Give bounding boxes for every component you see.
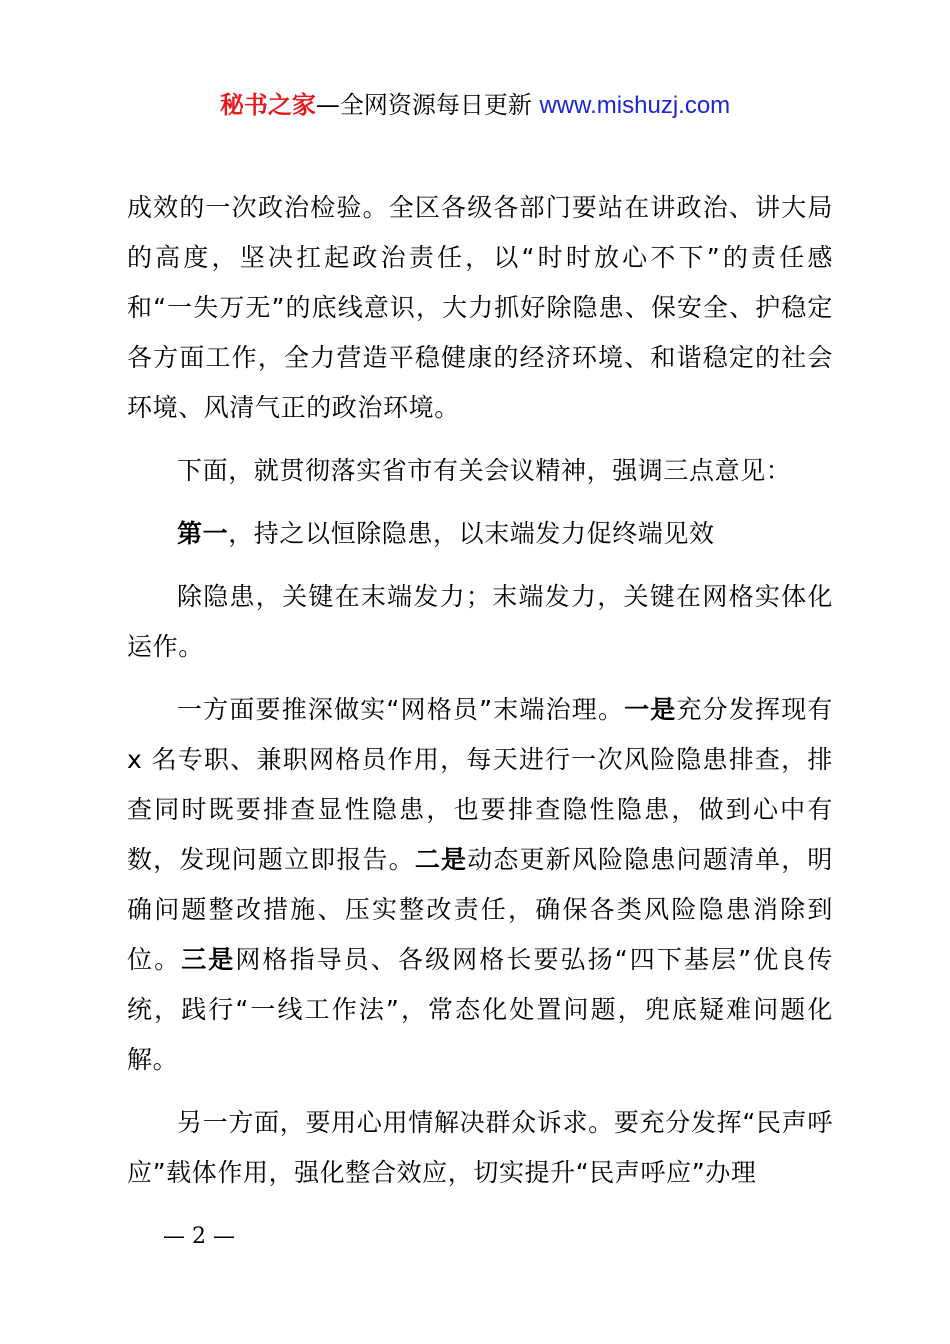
paragraph-1: 成效的一次政治检验。全区各级各部门要站在讲政治、讲大局的高度，坚决扛起政治责任，以“时时放心不下”的责任感和“一失万无”的底线意识，大力抓好除隐患、保安全、护稳定各方面工作，全力营造平稳健康的经济环境、和谐稳定的社会环境、风清气正的政治环境。 bbox=[127, 193, 833, 422]
point-1-label: 一是 bbox=[624, 695, 677, 724]
paragraph-5-lead: 一方面要推深做实“网格员”末端治理。 bbox=[177, 695, 625, 724]
site-url-link[interactable]: www.mishuzj.com bbox=[539, 92, 731, 119]
point-1-text: 充分发挥现有 x 名专职、兼职网格员作用，每天进行一次风险隐患排查，排查同时既要排查显性隐患，也要排查隐性隐患，做到心中有数，发现问题立即报告。 bbox=[127, 695, 833, 874]
point-3-text: 网格指导员、各级网格长要弘扬“四下基层”优良传统，践行“一线工作法”，常态化处置问题，兜底疑难问题化解。 bbox=[127, 945, 834, 1074]
paragraph-5 bbox=[127, 685, 833, 1085]
paragraph-6: 另一方面，要用心用情解决群众诉求。要充分发挥“民声呼应”载体作用，强化整合效应，切实提升“民声呼应”办理 bbox=[127, 1108, 833, 1187]
paragraph-2: 下面，就贯彻落实省市有关会议精神，强调三点意见： bbox=[177, 456, 792, 485]
paragraph-4: 除隐患，关键在末端发力；末端发力，关键在网格实体化运作。 bbox=[127, 582, 833, 661]
point-3-label: 三是 bbox=[181, 945, 236, 974]
site-brand: 秘书之家 bbox=[219, 91, 316, 119]
site-header bbox=[0, 88, 950, 123]
section-heading-1 bbox=[127, 509, 833, 559]
document-body bbox=[127, 183, 833, 1198]
point-2-label: 二是 bbox=[414, 845, 468, 874]
page-number: — 2 — bbox=[163, 1224, 235, 1249]
site-tagline: —全网资源每日更新 bbox=[315, 91, 540, 119]
point-2-text: 动态更新风险隐患问题清单，明确问题整改措施、压实整改责任，确保各类风险隐患消除到位。 bbox=[127, 845, 833, 974]
section-heading-text: ，持之以恒除隐患，以末端发力促终端见效 bbox=[228, 519, 715, 548]
section-heading-label: 第一 bbox=[177, 519, 229, 548]
